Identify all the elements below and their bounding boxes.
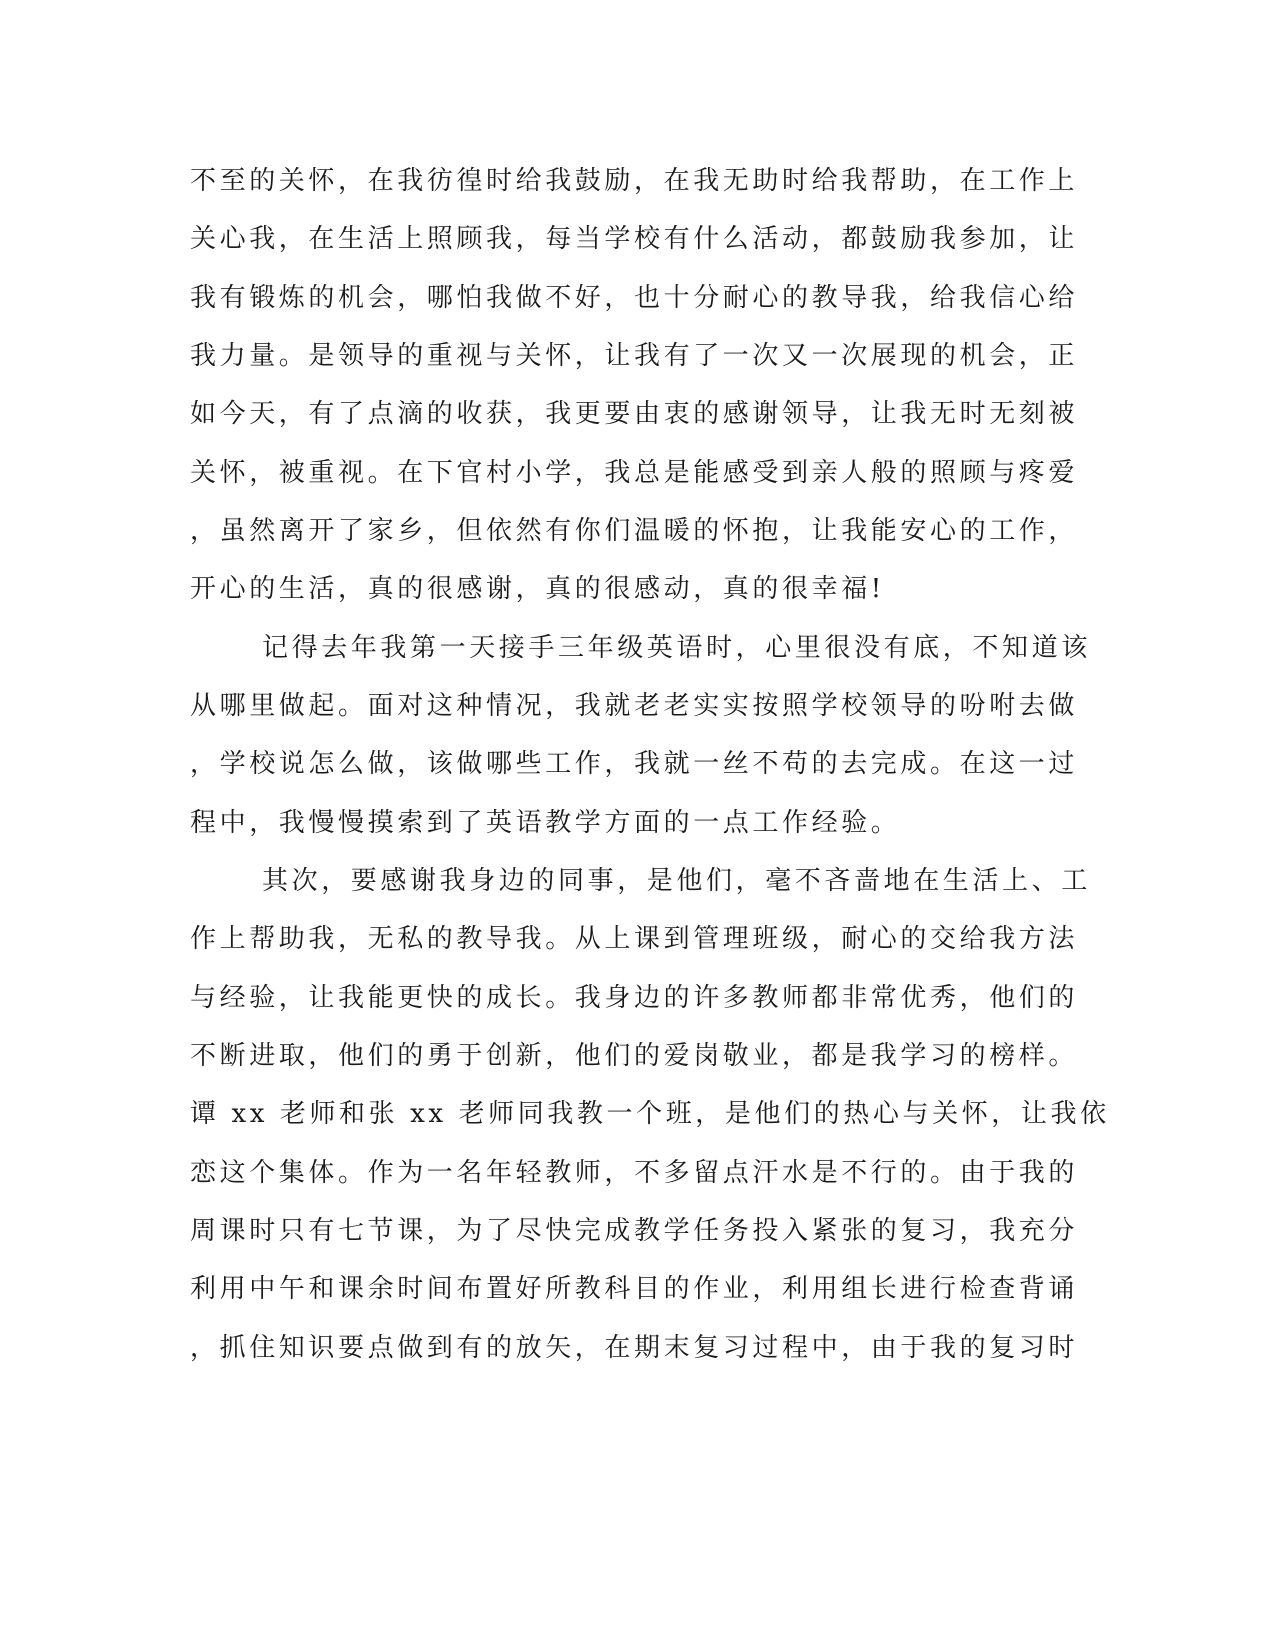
text-line: 作上帮助我，无私的教导我。从上课到管理班级，耐心的交给我方法 [190, 924, 1079, 954]
text-line: ，学校说怎么做，该做哪些工作，我就一丝不苟的去完成。在这一过 [190, 749, 1079, 779]
text-line: ，抓住知识要点做到有的放矢，在期末复习过程中，由于我的复习时 [190, 1333, 1079, 1363]
text-line: 从哪里做起。面对这种情况，我就老老实实按照学校领导的吩咐去做 [190, 691, 1079, 721]
text-line: 利用中午和课余时间布置好所教科目的作业，利用组长进行检查背诵 [190, 1274, 1079, 1304]
text-line: 不至的关怀，在我彷徨时给我鼓励，在我无助时给我帮助，在工作上 [190, 166, 1079, 196]
text-line: 关心我，在生活上照顾我，每当学校有什么活动，都鼓励我参加，让 [190, 224, 1079, 254]
paragraph-first-line: 其次，要感谢我身边的同事，是他们，毫不吝啬地在生活上、工 [262, 866, 1091, 896]
text-line: 程中，我慢慢摸索到了英语教学方面的一点工作经验。 [190, 808, 901, 838]
text-line: 谭 xx 老师和张 xx 老师同我教一个班，是他们的热心与关怀，让我依 [190, 1099, 1110, 1129]
text-line: 周课时只有七节课，为了尽快完成教学任务投入紧张的复习，我充分 [190, 1216, 1079, 1246]
text-line: 我有锻炼的机会，哪怕我做不好，也十分耐心的教导我，给我信心给 [190, 283, 1079, 313]
text-line: ，虽然离开了家乡，但依然有你们温暖的怀抱，让我能安心的工作， [190, 516, 1079, 546]
text-line: 不断进取，他们的勇于创新，他们的爱岗敬业，都是我学习的榜样。 [190, 1041, 1079, 1071]
text-line: 如今天，有了点滴的收获，我更要由衷的感谢领导，让我无时无刻被 [190, 399, 1079, 429]
text-line: 我力量。是领导的重视与关怀，让我有了一次又一次展现的机会，正 [190, 341, 1079, 371]
paragraph-first-line: 记得去年我第一天接手三年级英语时，心里很没有底，不知道该 [262, 633, 1091, 663]
text-line: 开心的生活，真的很感谢，真的很感动，真的很幸福! [190, 574, 885, 604]
text-line: 恋这个集体。作为一名年轻教师，不多留点汗水是不行的。由于我的 [190, 1158, 1079, 1188]
text-line: 与经验，让我能更快的成长。我身边的许多教师都非常优秀，他们的 [190, 983, 1079, 1013]
text-line: 关怀，被重视。在下官村小学，我总是能感受到亲人般的照顾与疼爱 [190, 458, 1079, 488]
